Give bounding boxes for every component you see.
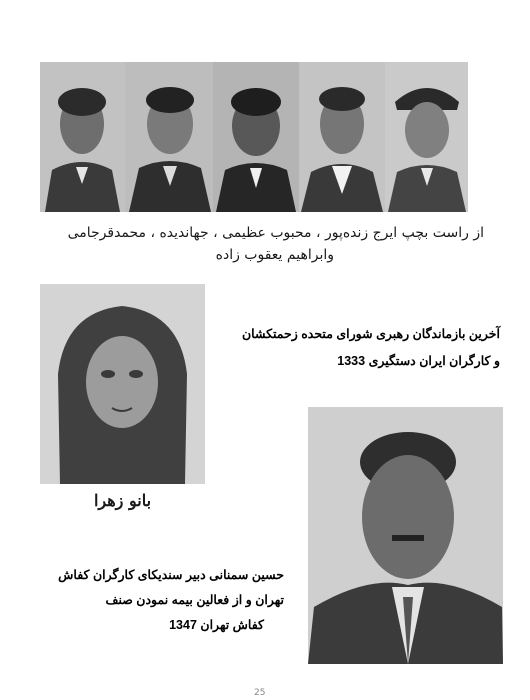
zahra-caption: بانو زهرا xyxy=(93,491,152,510)
semnani-description-line3: کفاش تهران 1347 xyxy=(169,618,264,632)
arrest-description-line2: و کارگران ایران دستگیری 1333 xyxy=(337,354,500,368)
semnani-description-line2: تهران و از فعالین بیمه نمودن صنف xyxy=(105,593,284,607)
group-photo-caption-line1: از راست بچپ ایرج زنده‌پور ، محبوب عظیمی ، جهاندیده ، محمدقرجامی xyxy=(67,225,484,241)
page-number: 25 xyxy=(254,688,266,698)
group-photo-caption-line2: وابراهیم یعقوب زاده xyxy=(215,247,334,263)
portrait-5 xyxy=(385,62,468,212)
semnani-description-line1: حسین سمنانی دبیر سندیکای کارگران کفاش xyxy=(58,568,284,582)
group-photo-strip xyxy=(40,62,468,212)
portrait-1 xyxy=(40,62,125,212)
arrest-description xyxy=(215,326,500,368)
portrait-3 xyxy=(213,62,299,212)
semnani-description xyxy=(34,567,284,632)
portrait-2 xyxy=(125,62,213,212)
portrait-4 xyxy=(299,62,385,212)
arrest-description-line1: آخرین بازماندگان رهبری شورای متحده زحمتکشان xyxy=(241,327,500,341)
zahra-photo xyxy=(40,284,205,484)
group-photo-caption xyxy=(34,222,484,266)
semnani-photo xyxy=(308,407,503,664)
